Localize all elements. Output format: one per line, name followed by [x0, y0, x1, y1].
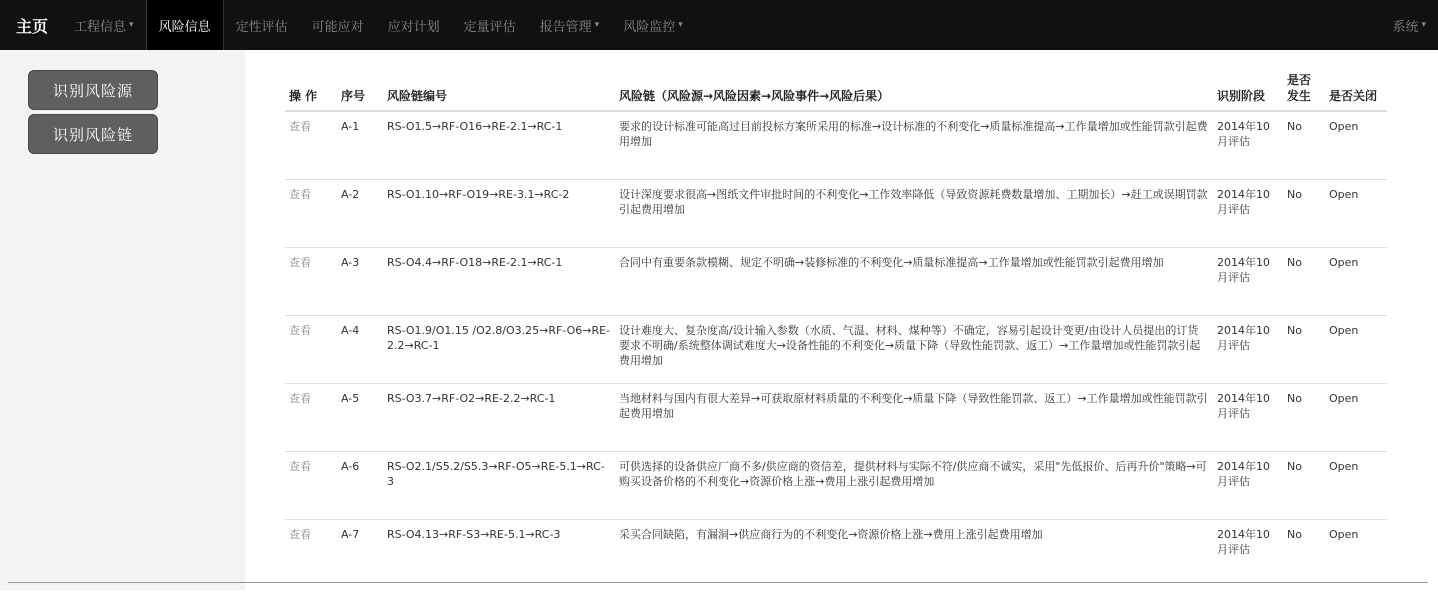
nav-risk-monitoring-label: 风险监控 [623, 19, 676, 35]
view-link[interactable]: 查看 [285, 247, 337, 315]
cell-chain: 当地材料与国内有很大差异→可获取原材料质量的不利变化→质量下降（导致性能罚款、返工）→工作量增加或性能罚款引起费用增加 [615, 383, 1213, 451]
nav-qualitative-assessment[interactable] [224, 0, 300, 50]
cell-chain-code: RS-O1.9/O1.15 /O2.8/O3.25→RF-O6→RE-2.2→RC-1 [383, 315, 615, 383]
nav-home[interactable]: 主页 [16, 16, 49, 36]
cell-chain-code: RS-O4.4→RF-O18→RE-2.1→RC-1 [383, 247, 615, 315]
nav-possible-response[interactable] [300, 0, 376, 50]
cell-closed: Open [1325, 179, 1387, 247]
cell-stage: 2014年10月评估 [1213, 247, 1283, 315]
nav-response-plan-label: 应对计划 [387, 19, 440, 35]
nav-risk-info-label: 风险信息 [158, 19, 211, 35]
top-navbar [0, 0, 1438, 50]
caret-down-icon: ▾ [594, 20, 600, 30]
cell-stage: 2014年10月评估 [1213, 519, 1283, 587]
nav-project-info-label: 工程信息 [74, 19, 127, 35]
cell-chain: 要求的设计标准可能高过目前投标方案所采用的标准→设计标准的不利变化→质量标准提高→工作量增加或性能罚款引起费用增加 [615, 111, 1213, 179]
header-occurred: 是否发生 [1283, 68, 1325, 111]
nav-report-management-label: 报告管理 [539, 19, 592, 35]
cell-index: A-1 [337, 111, 383, 179]
page-bottom-divider [8, 582, 1428, 583]
header-index: 序号 [337, 68, 383, 111]
cell-index: A-5 [337, 383, 383, 451]
cell-index: A-2 [337, 179, 383, 247]
nav-quantitative-assessment[interactable] [452, 0, 528, 50]
cell-chain: 可供选择的设备供应厂商不多/供应商的资信差，提供材料与实际不符/供应商不诚实，采用"先低报价、后再升价"策略→可购买设备价格的不利变化→资源价格上涨→费用上涨引起费用增加 [615, 451, 1213, 519]
table-row [285, 519, 1387, 587]
header-closed: 是否关闭 [1325, 68, 1387, 111]
cell-stage: 2014年10月评估 [1213, 451, 1283, 519]
cell-occurred: No [1283, 315, 1325, 383]
cell-occurred: No [1283, 383, 1325, 451]
identify-risk-chain-button[interactable]: 识别风险链 [28, 114, 158, 154]
nav-qualitative-assessment-label: 定性评估 [235, 19, 288, 35]
risk-chain-table [285, 68, 1387, 587]
cell-index: A-4 [337, 315, 383, 383]
cell-closed: Open [1325, 111, 1387, 179]
header-chain: 风险链（风险源→风险因素→风险事件→风险后果） [615, 68, 1213, 111]
table-row [285, 451, 1387, 519]
cell-chain: 设计难度大、复杂度高/设计输入参数（水质、气温、材料、煤种等）不确定，容易引起设计变更/由设计人员提出的订货要求不明确/系统整体调试难度大→设备性能的不利变化→质量下降（导致性能罚款、返工）→工作量增加或性能罚款引起费用增加 [615, 315, 1213, 383]
cell-closed: Open [1325, 315, 1387, 383]
header-chain-code: 风险链编号 [383, 68, 615, 111]
cell-closed: Open [1325, 451, 1387, 519]
cell-index: A-3 [337, 247, 383, 315]
nav-system-label: 系统 [1392, 19, 1419, 35]
cell-chain-code: RS-O1.10→RF-O19→RE-3.1→RC-2 [383, 179, 615, 247]
cell-index: A-6 [337, 451, 383, 519]
nav-risk-monitoring[interactable] [611, 0, 695, 50]
table-row [285, 383, 1387, 451]
nav-system[interactable] [1388, 0, 1430, 50]
caret-down-icon: ▾ [129, 20, 134, 30]
cell-chain: 设计深度要求很高→图纸文件审批时间的不利变化→工作效率降低（导致资源耗费数量增加、工期加长）→赶工或误期罚款引起费用增加 [615, 179, 1213, 247]
cell-closed: Open [1325, 519, 1387, 587]
table-row [285, 111, 1387, 179]
cell-stage: 2014年10月评估 [1213, 111, 1283, 179]
nav-report-management[interactable] [528, 0, 612, 50]
cell-chain-code: RS-O3.7→RF-O2→RE-2.2→RC-1 [383, 383, 615, 451]
cell-chain-code: RS-O1.5→RF-O16→RE-2.1→RC-1 [383, 111, 615, 179]
table-row [285, 315, 1387, 383]
cell-chain: 合同中有重要条款模糊、规定不明确→装修标准的不利变化→质量标准提高→工作量增加或性能罚款引起费用增加 [615, 247, 1213, 315]
view-link[interactable]: 查看 [285, 383, 337, 451]
cell-closed: Open [1325, 247, 1387, 315]
nav-risk-info[interactable] [146, 0, 224, 50]
nav-response-plan[interactable] [376, 0, 452, 50]
sidebar [0, 50, 245, 590]
cell-chain: 采买合同缺陷，有漏洞→供应商行为的不利变化→资源价格上涨→费用上涨引起费用增加 [615, 519, 1213, 587]
view-link[interactable]: 查看 [285, 451, 337, 519]
caret-down-icon: ▾ [1421, 20, 1426, 30]
cell-occurred: No [1283, 111, 1325, 179]
nav-project-info[interactable] [62, 0, 146, 50]
risk-chain-table-container [285, 68, 1387, 587]
cell-stage: 2014年10月评估 [1213, 383, 1283, 451]
view-link[interactable]: 查看 [285, 179, 337, 247]
cell-occurred: No [1283, 451, 1325, 519]
caret-down-icon: ▾ [678, 20, 683, 30]
cell-chain-code: RS-O4.13→RF-S3→RE-5.1→RC-3 [383, 519, 615, 587]
cell-stage: 2014年10月评估 [1213, 315, 1283, 383]
view-link[interactable]: 查看 [285, 111, 337, 179]
cell-occurred: No [1283, 519, 1325, 587]
cell-chain-code: RS-O2.1/S5.2/S5.3→RF-O5→RE-5.1→RC-3 [383, 451, 615, 519]
table-row [285, 247, 1387, 315]
cell-stage: 2014年10月评估 [1213, 179, 1283, 247]
header-stage: 识别阶段 [1213, 68, 1283, 111]
table-row [285, 179, 1387, 247]
cell-occurred: No [1283, 179, 1325, 247]
cell-closed: Open [1325, 383, 1387, 451]
identify-risk-source-button[interactable]: 识别风险源 [28, 70, 158, 110]
header-action: 操 作 [285, 68, 337, 111]
nav-possible-response-label: 可能应对 [311, 19, 364, 35]
view-link[interactable]: 查看 [285, 519, 337, 587]
table-header-row [285, 68, 1387, 111]
view-link[interactable]: 查看 [285, 315, 337, 383]
cell-index: A-7 [337, 519, 383, 587]
cell-occurred: No [1283, 247, 1325, 315]
nav-quantitative-assessment-label: 定量评估 [463, 19, 516, 35]
